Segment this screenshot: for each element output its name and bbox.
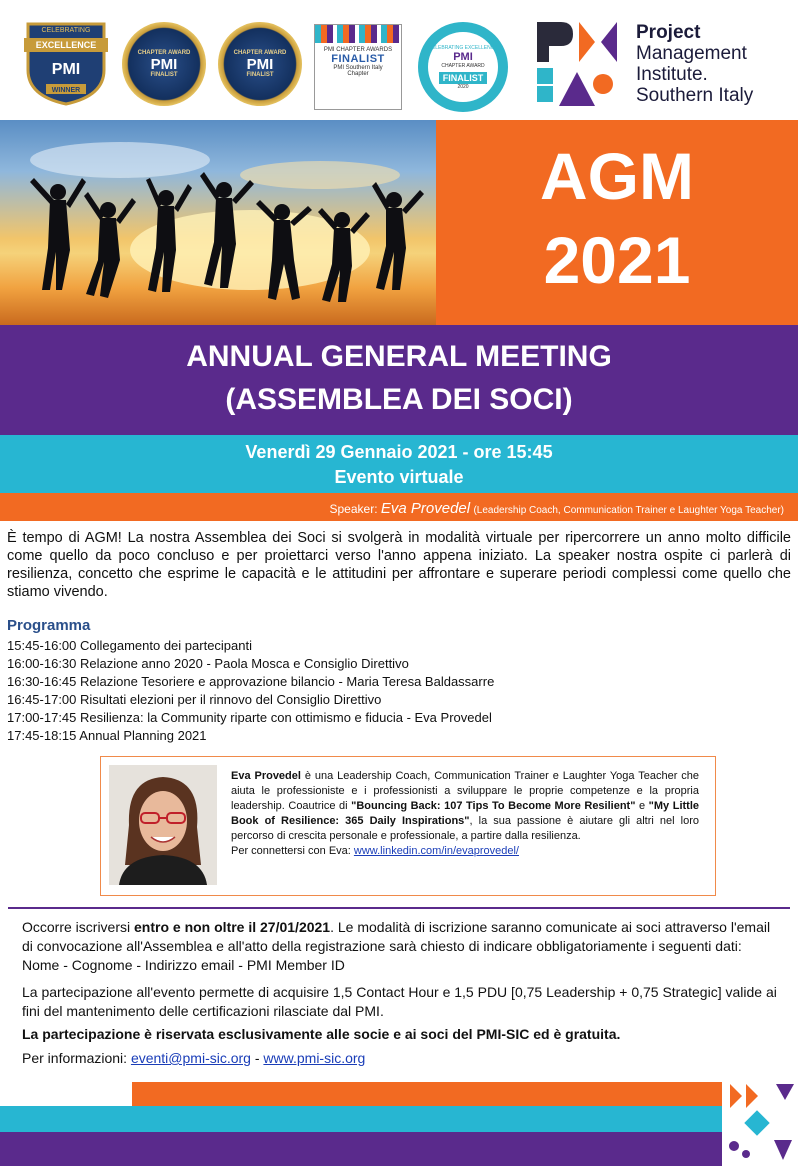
badge-top-text: CELEBRATING — [41, 27, 91, 34]
seal-bottom-text: FINALIST — [246, 71, 274, 78]
badge-mid-text: EXCELLENCE — [35, 40, 97, 50]
pattern-strip — [315, 25, 401, 43]
registration-text-c: . Le modalità di iscrizione saranno comunicate ai soci attraverso l'email di convocazione all'Assemblea e all'atto della registrazione sarà chiesto di indicare obbligatoriamente i seguenti dati: Nome - Cognome - Indirizzo email - PMI Member ID — [22, 919, 771, 973]
org-name — [636, 22, 753, 106]
intro-paragraph: È tempo di AGM! La nostra Assemblea dei Soci si svolgerà in modalità virtuale per ripercorrere un anno molto difficile come quello da poco concluso e per proiettarci verso l'anno appena iniziato. La speaker nostra ospite ci parlerà di resilienza, concetto che esprime le capacità e le attitudini per affrontare e superare periodi complessi come quello che stiamo vivendo. — [7, 530, 791, 600]
org-line1: Project — [636, 22, 701, 43]
chapter-award-finalist-seal — [122, 22, 206, 106]
website-link[interactable]: www.pmi-sic.org — [263, 1050, 366, 1066]
speaker-band — [0, 493, 798, 521]
agm-year: 2021 — [543, 223, 691, 297]
agm-title: AGM — [540, 139, 694, 213]
footer-pattern-icon — [726, 1080, 798, 1166]
speaker-role: (Leadership Coach, Communication Trainer e Laughter Yoga Teacher) — [473, 505, 784, 516]
teal-seal-top: CELEBRATING EXCELLENCE — [428, 44, 498, 51]
speaker-bio-card — [100, 756, 716, 896]
award-header — [0, 0, 798, 118]
program-item: 17:45-18:15 Annual Planning 2021 — [7, 728, 207, 743]
speaker-portrait — [109, 765, 217, 885]
event-date: Venerdì 29 Gennaio 2021 - ore 15:45 — [245, 442, 553, 462]
program-title: Programma — [7, 617, 91, 634]
info-line — [22, 1049, 778, 1068]
bio-text-1: è una Leadership Coach, Communication Trainer e Laughter Yoga Teacher che aiuta le professioniste e i professionisti a sviluppare le proprie competenze e la propria leadership. Coautrice di — [231, 770, 699, 812]
bio-name: Eva Provedel — [231, 770, 301, 782]
seal-top-text: CHAPTER AWARD — [233, 49, 287, 56]
info-label: Per informazioni: — [22, 1050, 131, 1066]
finalist-line3: Chapter — [347, 71, 369, 77]
footer-bar-teal — [0, 1106, 722, 1132]
finalist-line1: PMI CHAPTER AWARDS — [323, 47, 393, 53]
program-item: 15:45-16:00 Collegamento dei partecipanti — [7, 638, 253, 653]
email-link[interactable]: eventi@pmi-sic.org — [130, 1050, 251, 1066]
org-line2: Management — [636, 43, 747, 64]
bio-book-2: "My Little Book of Resilience: 365 Daily Inspirations" — [231, 800, 699, 827]
credits-paragraph: La partecipazione all'evento permette di acquisire 1,5 Contact Hour e 1,5 PDU [0,75 Leadership + 0,75 Strategic] valide ai fini del mantenimento delle certificazioni rilasciate dal PMI. — [22, 984, 777, 1019]
program-item: 16:00-16:30 Relazione anno 2020 - Paola Mosca e Consiglio Direttivo — [7, 656, 409, 671]
seal-bottom-text: FINALIST — [150, 71, 178, 78]
registration-paragraph — [22, 918, 778, 975]
teal-seal-logo: PMI — [453, 50, 473, 63]
seal-logo-text: PMI — [246, 55, 274, 73]
program-item: 16:45-17:00 Risultati elezioni per il rinnovo del Consiglio Direttivo — [7, 692, 382, 707]
badge-logo-text: PMI — [51, 61, 81, 78]
footer-bar-purple — [0, 1132, 722, 1166]
meeting-subtitle: (ASSEMBLEA DEI SOCI) — [225, 383, 573, 416]
pmi-logo-icon — [537, 22, 617, 106]
linkedin-link[interactable]: www.linkedin.com/in/evaprovedel/ — [353, 845, 519, 857]
teal-seal-year: 2020 — [457, 83, 469, 90]
chapter-award-finalist-seal — [218, 22, 302, 106]
bio-text-2: , la sua passione è aiutare gli altri nel loro percorso di crescita personale e professionale, a partire dalla resilienza. — [231, 815, 699, 842]
org-line3: Institute. — [636, 64, 708, 85]
program-item: 17:00-17:45 Resilienza: la Community riparte con ottimismo e fiducia - Eva Provedel — [7, 710, 492, 725]
speaker-label: Speaker: — [329, 502, 378, 516]
speaker-line — [330, 500, 785, 517]
speaker-bio — [231, 769, 699, 859]
speaker-name: Eva Provedel — [380, 500, 471, 517]
teal-seal-label: CHAPTER AWARD — [441, 62, 485, 69]
finalist-big: FINALIST — [331, 53, 385, 65]
teal-finalist-seal — [418, 22, 508, 112]
program-item: 16:30-16:45 Relazione Tesoriere e approvazione bilancio - Maria Teresa Baldassarre — [7, 674, 495, 689]
badge-bottom-text: WINNER — [51, 87, 81, 94]
registration-deadline: entro e non oltre il 27/01/2021 — [134, 919, 331, 935]
registration-text-a: Occorre iscriversi — [22, 919, 135, 935]
bio-book-1: "Bouncing Back: 107 Tips To Become More Resilient" — [351, 800, 636, 812]
seal-logo-text: PMI — [150, 55, 178, 73]
portrait-image — [109, 765, 217, 885]
org-line4: Southern Italy — [636, 85, 754, 106]
finalist-certificate — [314, 24, 402, 110]
reserved-notice: La partecipazione è riservata esclusivamente alle socie e ai soci del PMI-SIC ed è gratuita. — [22, 1026, 621, 1042]
section-divider — [8, 907, 790, 909]
bio-and: e — [635, 800, 649, 812]
info-separator: - — [250, 1050, 264, 1066]
bio-connect: Per connettersi con Eva: — [231, 845, 354, 857]
seal-top-text: CHAPTER AWARD — [137, 49, 191, 56]
finalist-line2: PMI Southern Italy — [333, 65, 383, 71]
excellence-winner-badge — [22, 18, 110, 106]
jumping-people-photo — [0, 120, 436, 325]
meeting-title: ANNUAL GENERAL MEETING — [186, 340, 612, 373]
silhouettes-image — [0, 120, 436, 325]
event-mode: Evento virtuale — [334, 467, 464, 487]
footer-bar-orange — [132, 1082, 722, 1106]
teal-seal-badge: FINALIST — [439, 72, 488, 84]
